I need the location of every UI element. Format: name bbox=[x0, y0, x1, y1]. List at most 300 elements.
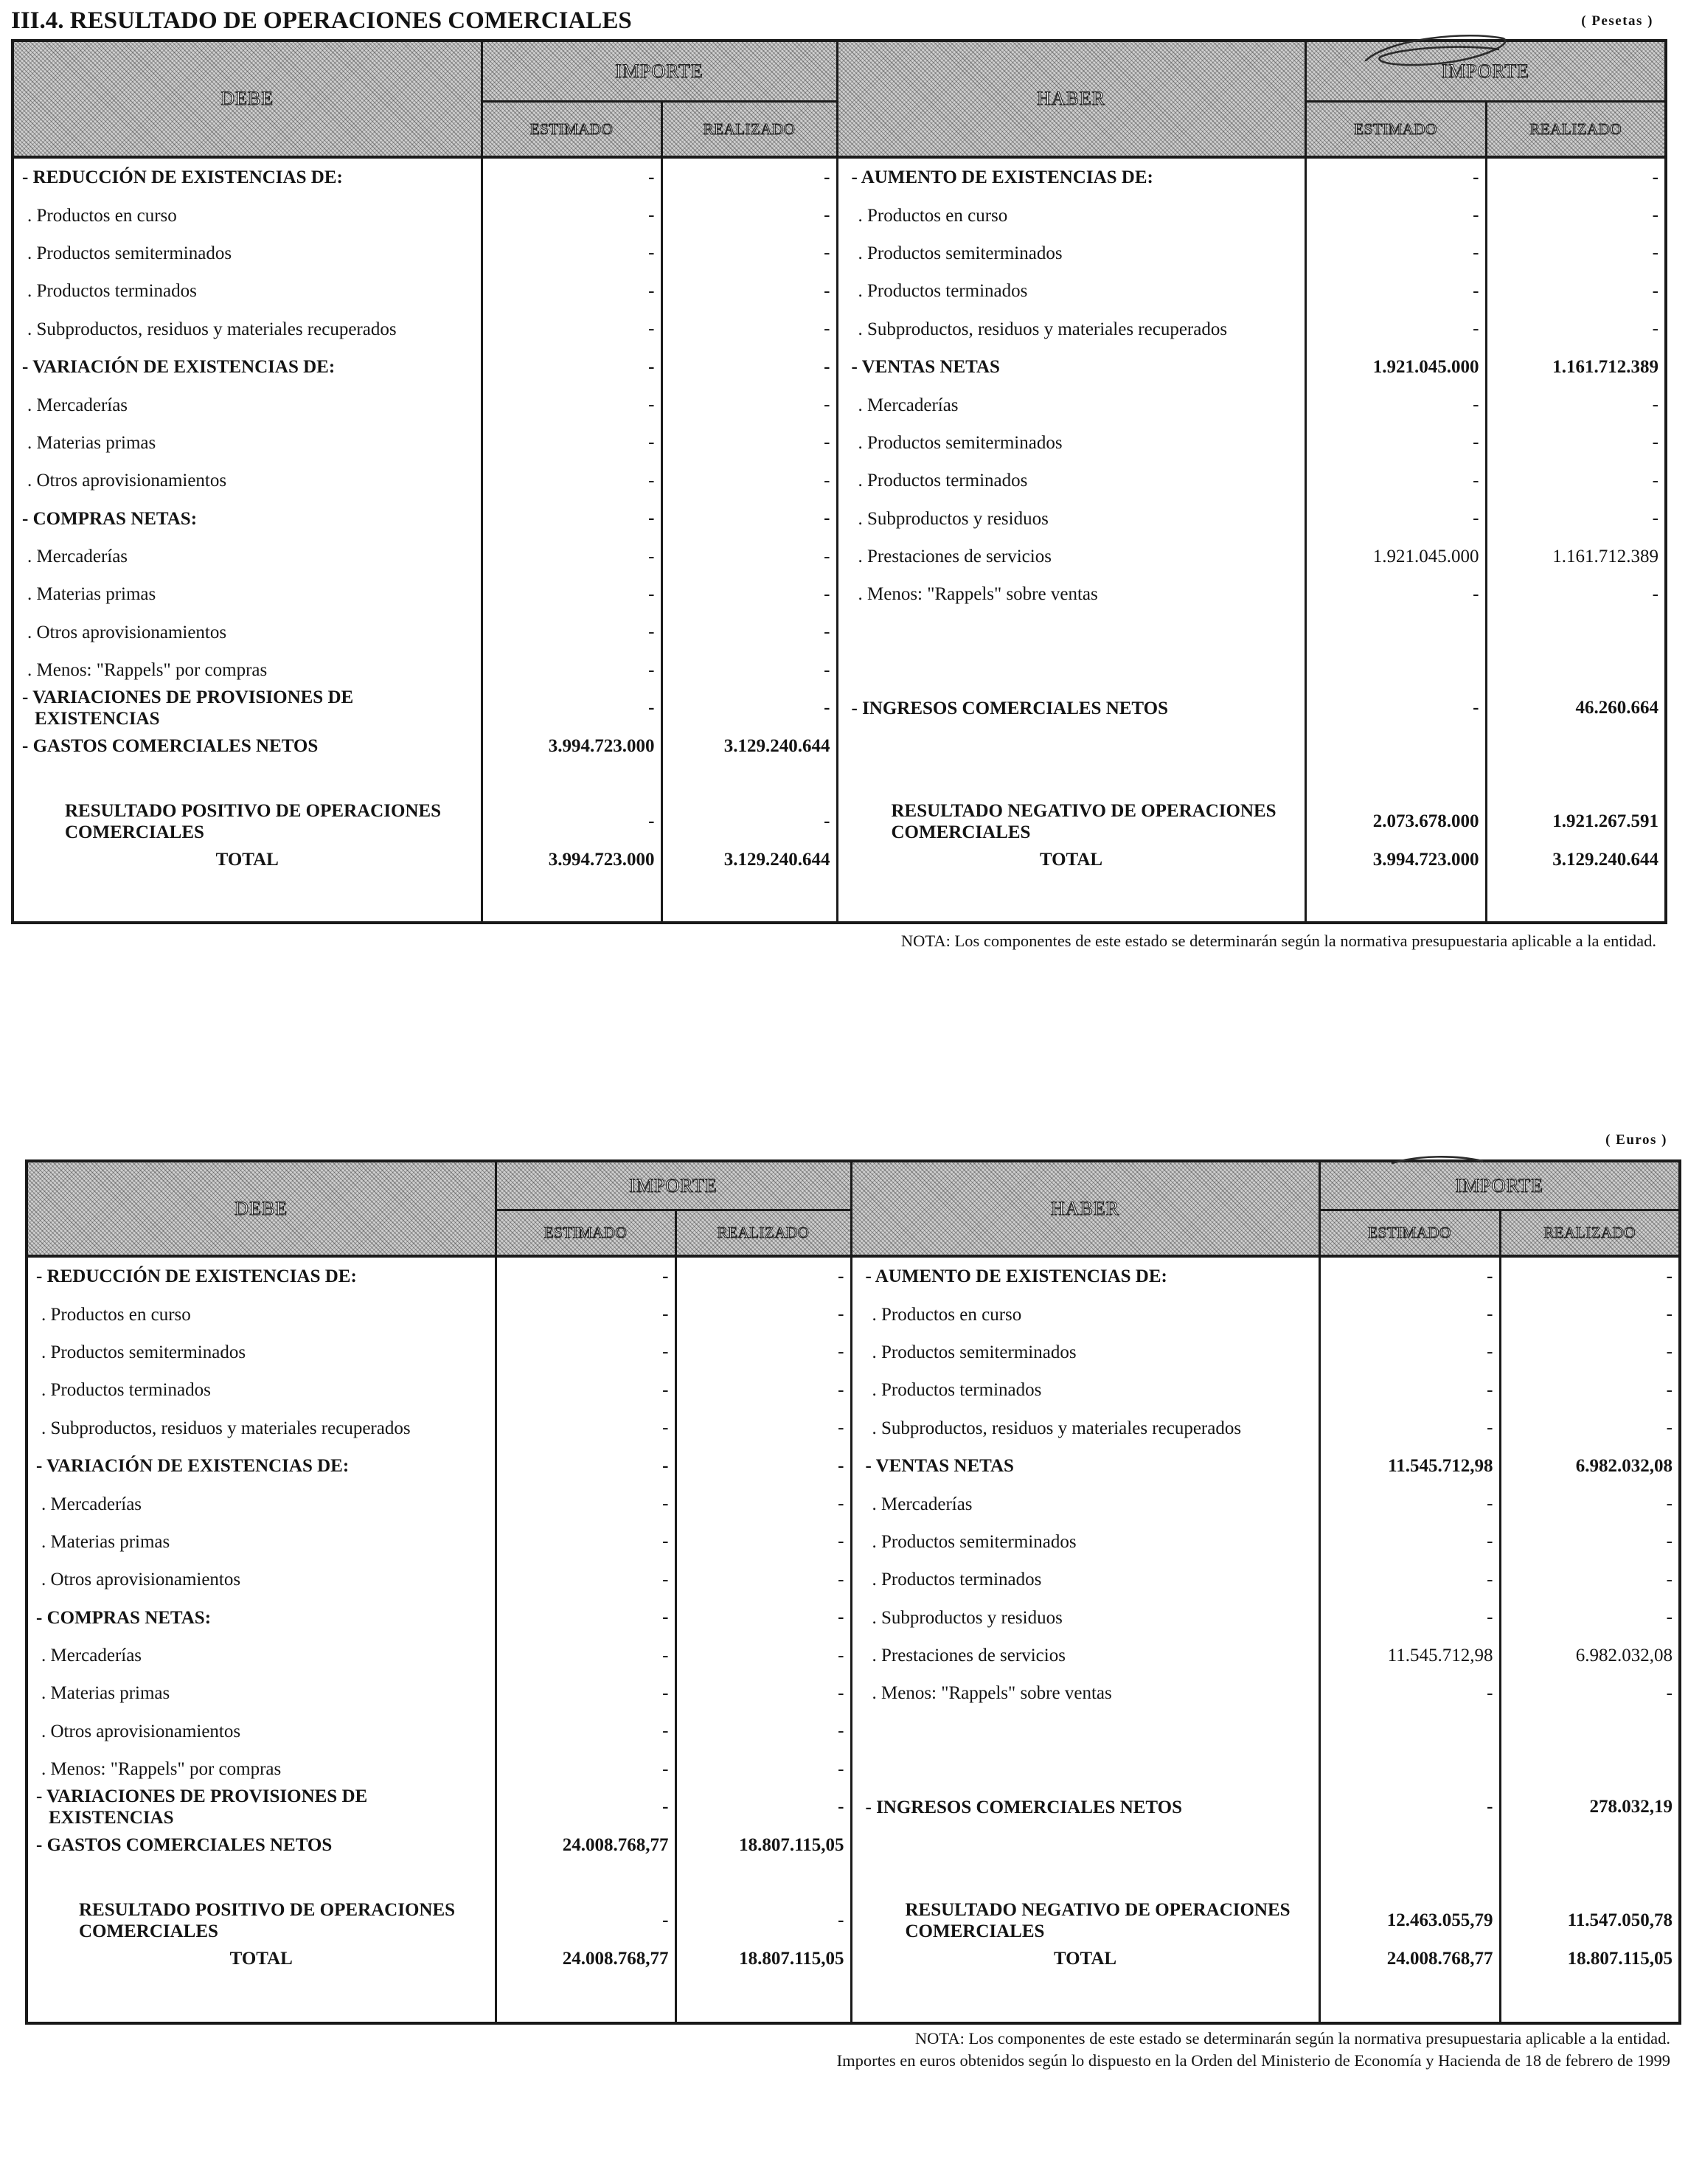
debe-concept-label: TOTAL bbox=[229, 1949, 293, 1969]
haber-concept-label: . Subproductos y residuos bbox=[858, 508, 1049, 529]
haber-estimado-value bbox=[1319, 1713, 1500, 1750]
debe-estimado-value: - bbox=[482, 651, 661, 689]
debe-estimado-value: - bbox=[482, 196, 661, 234]
haber-realizado-value: - bbox=[1486, 272, 1666, 310]
haber-realizado-value: - bbox=[1500, 1295, 1680, 1333]
debe-concept-cell bbox=[13, 803, 482, 841]
debe-concept-cell bbox=[13, 196, 482, 234]
debe-realizado-value: - bbox=[675, 1561, 851, 1598]
debe-realizado-value: - bbox=[675, 1788, 851, 1826]
debe-concept-cell bbox=[27, 1674, 496, 1712]
debe-concept-cell bbox=[27, 1561, 496, 1598]
debe-header: DEBE bbox=[13, 41, 482, 157]
debe-realizado-value: - bbox=[661, 157, 837, 196]
debe-concept-label: . Otros aprovisionamientos bbox=[41, 1721, 241, 1741]
empty-cell bbox=[675, 1977, 851, 2023]
realizado-header-debe: REALIZADO bbox=[661, 102, 837, 158]
empty-cell bbox=[1319, 1977, 1500, 2023]
haber-concept-label: - INGRESOS COMERCIALES NETOS bbox=[865, 1797, 1183, 1817]
empty-row bbox=[13, 878, 1666, 923]
debe-concept-cell bbox=[13, 424, 482, 462]
debe-estimado-value: - bbox=[496, 1713, 675, 1750]
haber-concept-label: . Productos terminados bbox=[858, 471, 1028, 491]
haber-concept-cell bbox=[851, 1750, 1319, 1788]
debe-estimado-value: - bbox=[496, 1371, 675, 1409]
debe-estimado-value: - bbox=[482, 235, 661, 272]
haber-concept-cell bbox=[837, 386, 1305, 423]
table-row bbox=[27, 1410, 1680, 1447]
debe-concept-label: - COMPRAS NETAS: bbox=[36, 1607, 212, 1628]
table-row bbox=[27, 1902, 1680, 1940]
debe-estimado-value: - bbox=[496, 1256, 675, 1295]
debe-realizado-value: - bbox=[661, 196, 837, 234]
debe-concept-label: . Subproductos, residuos y materiales recuperados bbox=[41, 1418, 411, 1438]
haber-estimado-value: - bbox=[1305, 311, 1486, 348]
debe-concept-cell bbox=[27, 1750, 496, 1788]
table-row bbox=[13, 424, 1666, 462]
haber-concept-cell bbox=[837, 235, 1305, 272]
debe-estimado-value: - bbox=[496, 1410, 675, 1447]
debe-realizado-value: - bbox=[661, 803, 837, 841]
haber-concept-label: RESULTADO NEGATIVO DE OPERACIONES COMERCIALES bbox=[891, 801, 1276, 843]
debe-concept-cell bbox=[27, 1295, 496, 1333]
haber-concept-cell bbox=[837, 196, 1305, 234]
table-row bbox=[27, 1599, 1680, 1637]
debe-concept-label: . Productos en curso bbox=[27, 205, 177, 226]
table-note-pesetas bbox=[901, 930, 1656, 952]
haber-concept-label: . Productos semiterminados bbox=[858, 432, 1063, 453]
debe-estimado-value: 3.994.723.000 bbox=[482, 727, 661, 765]
table-row bbox=[13, 575, 1666, 613]
haber-estimado-value: - bbox=[1319, 1485, 1500, 1522]
table-row bbox=[13, 727, 1666, 765]
debe-concept-cell bbox=[27, 1485, 496, 1522]
table-row bbox=[13, 538, 1666, 575]
haber-realizado-value: 278.032,19 bbox=[1500, 1788, 1680, 1826]
debe-concept-cell bbox=[27, 1713, 496, 1750]
haber-concept-label: TOTAL bbox=[1039, 850, 1103, 870]
debe-estimado-value: - bbox=[482, 538, 661, 575]
table-row bbox=[13, 348, 1666, 386]
haber-estimado-value bbox=[1305, 651, 1486, 689]
haber-realizado-value: 1.161.712.389 bbox=[1486, 538, 1666, 575]
debe-realizado-value: - bbox=[661, 500, 837, 538]
debe-realizado-value: - bbox=[675, 1523, 851, 1561]
haber-concept-label: - AUMENTO DE EXISTENCIAS DE: bbox=[865, 1266, 1167, 1287]
haber-realizado-value: - bbox=[1486, 500, 1666, 538]
haber-estimado-value: - bbox=[1305, 462, 1486, 499]
table-row bbox=[13, 235, 1666, 272]
haber-concept-label: TOTAL bbox=[1053, 1949, 1117, 1969]
debe-concept-label: . Productos terminados bbox=[41, 1380, 211, 1401]
haber-realizado-value: - bbox=[1500, 1599, 1680, 1637]
table-row bbox=[27, 1826, 1680, 1864]
empty-cell bbox=[13, 878, 482, 923]
haber-estimado-value bbox=[1319, 1826, 1500, 1864]
haber-concept-cell bbox=[851, 1410, 1319, 1447]
haber-concept-label: . Menos: "Rappels" sobre ventas bbox=[872, 1683, 1112, 1704]
debe-estimado-value: - bbox=[482, 386, 661, 423]
haber-concept-label: . Productos terminados bbox=[872, 1570, 1042, 1590]
debe-concept-label: . Productos semiterminados bbox=[27, 243, 232, 263]
debe-concept-label: - GASTOS COMERCIALES NETOS bbox=[36, 1835, 333, 1856]
empty-cell bbox=[1305, 878, 1486, 923]
debe-estimado-value: - bbox=[496, 1637, 675, 1674]
debe-concept-label: . Materias primas bbox=[27, 432, 156, 453]
debe-concept-cell bbox=[13, 651, 482, 689]
debe-concept-label: - VARIACIÓN DE EXISTENCIAS DE: bbox=[36, 1456, 350, 1477]
importe-header-haber: IMPORTE bbox=[1319, 1161, 1680, 1210]
debe-estimado-value: 24.008.768,77 bbox=[496, 1826, 675, 1864]
haber-estimado-value: - bbox=[1305, 157, 1486, 196]
empty-cell bbox=[1486, 765, 1666, 802]
haber-estimado-value: 1.921.045.000 bbox=[1305, 538, 1486, 575]
debe-concept-cell bbox=[27, 1826, 496, 1864]
debe-concept-cell bbox=[27, 1410, 496, 1447]
debe-concept-label: - REDUCCIÓN DE EXISTENCIAS DE: bbox=[36, 1266, 357, 1287]
debe-concept-cell bbox=[13, 235, 482, 272]
haber-estimado-value: - bbox=[1319, 1788, 1500, 1826]
haber-estimado-value: - bbox=[1305, 196, 1486, 234]
haber-realizado-value: 18.807.115,05 bbox=[1500, 1940, 1680, 1977]
debe-realizado-value: 18.807.115,05 bbox=[675, 1940, 851, 1977]
debe-concept-cell bbox=[27, 1599, 496, 1637]
debe-estimado-value: - bbox=[496, 1902, 675, 1940]
haber-realizado-value: 6.982.032,08 bbox=[1500, 1637, 1680, 1674]
haber-concept-cell bbox=[837, 272, 1305, 310]
empty-cell bbox=[482, 765, 661, 802]
table-row bbox=[13, 462, 1666, 499]
debe-estimado-value: - bbox=[496, 1561, 675, 1598]
debe-concept-cell bbox=[13, 157, 482, 196]
haber-concept-cell bbox=[851, 1599, 1319, 1637]
table-row bbox=[13, 841, 1666, 878]
empty-cell bbox=[675, 1864, 851, 1902]
table-row bbox=[13, 311, 1666, 348]
haber-concept-label: . Productos terminados bbox=[858, 281, 1028, 302]
debe-realizado-value: - bbox=[675, 1674, 851, 1712]
debe-estimado-value: - bbox=[482, 348, 661, 386]
debe-concept-cell bbox=[13, 841, 482, 878]
haber-estimado-value bbox=[1319, 1750, 1500, 1788]
haber-concept-cell bbox=[851, 1295, 1319, 1333]
debe-concept-cell bbox=[13, 272, 482, 310]
debe-estimado-value: - bbox=[496, 1788, 675, 1826]
haber-concept-cell bbox=[851, 1940, 1319, 1977]
haber-realizado-value: - bbox=[1500, 1561, 1680, 1598]
debe-concept-cell bbox=[27, 1523, 496, 1561]
empty-cell bbox=[496, 1977, 675, 2023]
currency-unit-label-euros: ( Euros ) bbox=[1605, 1132, 1667, 1148]
debe-realizado-value: - bbox=[675, 1410, 851, 1447]
debe-realizado-value: - bbox=[661, 614, 837, 651]
debe-concept-label: . Productos en curso bbox=[41, 1304, 191, 1325]
haber-header: HABER bbox=[851, 1161, 1319, 1256]
haber-realizado-value: - bbox=[1486, 311, 1666, 348]
debe-realizado-value: - bbox=[661, 689, 837, 727]
debe-realizado-value: - bbox=[661, 348, 837, 386]
empty-cell bbox=[851, 1977, 1319, 2023]
haber-concept-label: - AUMENTO DE EXISTENCIAS DE: bbox=[851, 167, 1153, 188]
haber-estimado-value: - bbox=[1305, 235, 1486, 272]
haber-estimado-value: - bbox=[1319, 1371, 1500, 1409]
importe-header-haber: IMPORTE bbox=[1305, 41, 1666, 102]
haber-concept-label: RESULTADO NEGATIVO DE OPERACIONES COMERCIALES bbox=[905, 1900, 1291, 1942]
haber-realizado-value bbox=[1500, 1826, 1680, 1864]
haber-concept-cell bbox=[837, 538, 1305, 575]
haber-estimado-value: 2.073.678.000 bbox=[1305, 803, 1486, 841]
table-row bbox=[27, 1561, 1680, 1598]
empty-row bbox=[27, 1977, 1680, 2023]
debe-concept-cell bbox=[13, 538, 482, 575]
empty-cell bbox=[496, 1864, 675, 1902]
debe-concept-cell bbox=[13, 614, 482, 651]
debe-concept-cell bbox=[27, 1256, 496, 1295]
debe-realizado-value: - bbox=[661, 538, 837, 575]
table-row bbox=[13, 803, 1666, 841]
empty-cell bbox=[1305, 765, 1486, 802]
debe-realizado-value: - bbox=[661, 462, 837, 499]
haber-realizado-value: - bbox=[1500, 1674, 1680, 1712]
note-line: NOTA: Los componentes de este estado se determinarán según la normativa presupuestaria aplicable a la entidad. bbox=[900, 932, 1656, 950]
table-row bbox=[27, 1485, 1680, 1522]
haber-concept-label: . Productos en curso bbox=[858, 205, 1008, 226]
haber-concept-cell bbox=[851, 1561, 1319, 1598]
debe-concept-label: - REDUCCIÓN DE EXISTENCIAS DE: bbox=[22, 167, 343, 188]
haber-realizado-value: - bbox=[1486, 462, 1666, 499]
haber-estimado-value: - bbox=[1319, 1334, 1500, 1371]
table-row bbox=[13, 386, 1666, 423]
debe-concept-label: . Mercaderías bbox=[41, 1646, 142, 1666]
haber-estimado-value: - bbox=[1305, 500, 1486, 538]
debe-estimado-value: - bbox=[482, 614, 661, 651]
debe-realizado-value: - bbox=[661, 424, 837, 462]
empty-row bbox=[27, 1864, 1680, 1902]
haber-realizado-value: 1.161.712.389 bbox=[1486, 348, 1666, 386]
haber-concept-cell bbox=[851, 1371, 1319, 1409]
realizado-header-debe: REALIZADO bbox=[675, 1210, 851, 1257]
haber-realizado-value: - bbox=[1486, 386, 1666, 423]
importe-header-debe: IMPORTE bbox=[482, 41, 837, 102]
table-row bbox=[13, 196, 1666, 234]
debe-estimado-value: - bbox=[482, 575, 661, 613]
haber-concept-cell bbox=[851, 1256, 1319, 1295]
debe-concept-label: - COMPRAS NETAS: bbox=[22, 508, 198, 529]
haber-concept-cell bbox=[837, 157, 1305, 196]
currency-unit-label-pesetas: ( Pesetas ) bbox=[1581, 13, 1653, 29]
debe-concept-cell bbox=[27, 1902, 496, 1940]
debe-estimado-value: - bbox=[482, 462, 661, 499]
table-body bbox=[27, 1256, 1680, 2023]
haber-concept-cell bbox=[837, 575, 1305, 613]
haber-estimado-value: 1.921.045.000 bbox=[1305, 348, 1486, 386]
empty-cell bbox=[661, 878, 837, 923]
debe-estimado-value: - bbox=[482, 157, 661, 196]
haber-realizado-value bbox=[1486, 727, 1666, 765]
haber-concept-label: . Subproductos, residuos y materiales recuperados bbox=[872, 1418, 1242, 1438]
haber-concept-cell bbox=[851, 1902, 1319, 1940]
debe-estimado-value: - bbox=[482, 272, 661, 310]
debe-realizado-value: - bbox=[675, 1371, 851, 1409]
table-row bbox=[13, 689, 1666, 727]
haber-realizado-value: - bbox=[1500, 1334, 1680, 1371]
estimado-header-haber: ESTIMADO bbox=[1319, 1210, 1500, 1257]
table-row bbox=[13, 500, 1666, 538]
debe-concept-cell bbox=[13, 500, 482, 538]
debe-realizado-value: - bbox=[661, 575, 837, 613]
table-row bbox=[27, 1334, 1680, 1371]
haber-concept-label: . Productos semiterminados bbox=[872, 1531, 1077, 1552]
table-row bbox=[27, 1750, 1680, 1788]
debe-header: DEBE bbox=[27, 1161, 496, 1256]
debe-estimado-value: - bbox=[496, 1674, 675, 1712]
debe-concept-label: . Productos terminados bbox=[27, 281, 197, 302]
haber-concept-cell bbox=[851, 1523, 1319, 1561]
haber-realizado-value: - bbox=[1500, 1256, 1680, 1295]
haber-estimado-value: - bbox=[1319, 1410, 1500, 1447]
debe-realizado-value: 3.129.240.644 bbox=[661, 841, 837, 878]
debe-realizado-value: - bbox=[675, 1750, 851, 1788]
haber-header: HABER bbox=[837, 41, 1305, 157]
haber-realizado-value: - bbox=[1500, 1410, 1680, 1447]
debe-concept-label: . Mercaderías bbox=[27, 395, 128, 415]
empty-cell bbox=[1500, 1864, 1680, 1902]
estimado-header-haber: ESTIMADO bbox=[1305, 102, 1486, 158]
haber-estimado-value: - bbox=[1319, 1256, 1500, 1295]
debe-concept-label: . Mercaderías bbox=[27, 547, 128, 567]
haber-concept-label: . Productos en curso bbox=[872, 1304, 1022, 1325]
haber-concept-cell bbox=[837, 841, 1305, 878]
debe-concept-cell bbox=[27, 1447, 496, 1485]
haber-concept-label: . Subproductos y residuos bbox=[872, 1607, 1063, 1628]
debe-realizado-value: 3.129.240.644 bbox=[661, 727, 837, 765]
haber-estimado-value: - bbox=[1319, 1674, 1500, 1712]
haber-realizado-value bbox=[1486, 651, 1666, 689]
table-row bbox=[13, 272, 1666, 310]
debe-concept-label: . Materias primas bbox=[41, 1531, 170, 1552]
haber-realizado-value: 3.129.240.644 bbox=[1486, 841, 1666, 878]
haber-concept-label: . Mercaderías bbox=[858, 395, 959, 415]
estimado-header-debe: ESTIMADO bbox=[496, 1210, 675, 1257]
debe-concept-cell bbox=[13, 462, 482, 499]
table-row bbox=[13, 614, 1666, 651]
debe-concept-cell bbox=[27, 1334, 496, 1371]
haber-concept-label: . Prestaciones de servicios bbox=[858, 547, 1052, 567]
debe-estimado-value: - bbox=[482, 424, 661, 462]
debe-estimado-value: - bbox=[496, 1599, 675, 1637]
haber-concept-cell bbox=[837, 311, 1305, 348]
table-row bbox=[27, 1788, 1680, 1826]
empty-cell bbox=[13, 765, 482, 802]
debe-estimado-value: - bbox=[496, 1523, 675, 1561]
debe-concept-label: . Mercaderías bbox=[41, 1494, 142, 1514]
debe-concept-cell bbox=[13, 575, 482, 613]
debe-estimado-value: - bbox=[482, 500, 661, 538]
table-row bbox=[27, 1295, 1680, 1333]
haber-realizado-value bbox=[1500, 1713, 1680, 1750]
debe-concept-label: - VARIACIONES DE PROVISIONES DE EXISTENCIAS bbox=[22, 687, 354, 729]
haber-estimado-value: - bbox=[1319, 1523, 1500, 1561]
haber-concept-cell bbox=[851, 1788, 1319, 1826]
debe-concept-cell bbox=[27, 1371, 496, 1409]
haber-concept-cell bbox=[851, 1713, 1319, 1750]
haber-concept-cell bbox=[851, 1447, 1319, 1485]
debe-estimado-value: - bbox=[496, 1485, 675, 1522]
haber-concept-cell bbox=[837, 348, 1305, 386]
haber-estimado-value: - bbox=[1305, 424, 1486, 462]
debe-estimado-value: 24.008.768,77 bbox=[496, 1940, 675, 1977]
debe-realizado-value: - bbox=[675, 1902, 851, 1940]
table-row bbox=[27, 1523, 1680, 1561]
debe-concept-cell bbox=[13, 311, 482, 348]
debe-concept-label: . Materias primas bbox=[27, 584, 156, 605]
haber-concept-cell bbox=[837, 803, 1305, 841]
debe-realizado-value: - bbox=[675, 1295, 851, 1333]
table-note-euros bbox=[837, 2028, 1670, 2072]
results-table-pesetas bbox=[11, 39, 1667, 924]
haber-concept-label: . Productos terminados bbox=[872, 1380, 1042, 1401]
debe-realizado-value: - bbox=[661, 235, 837, 272]
haber-concept-cell bbox=[851, 1826, 1319, 1864]
table-row bbox=[13, 157, 1666, 196]
debe-concept-label: . Otros aprovisionamientos bbox=[27, 622, 227, 642]
debe-realizado-value: - bbox=[661, 311, 837, 348]
debe-estimado-value: - bbox=[482, 689, 661, 727]
debe-estimado-value: - bbox=[482, 803, 661, 841]
haber-realizado-value: - bbox=[1486, 196, 1666, 234]
note-line: NOTA: Los componentes de este estado se determinarán según la normativa presupuestaria aplicable a la entidad. bbox=[914, 2029, 1670, 2048]
estimado-header-debe: ESTIMADO bbox=[482, 102, 661, 158]
empty-cell bbox=[837, 765, 1305, 802]
note-line: Importes en euros obtenidos según lo dispuesto en la Orden del Ministerio de Economía y Hacienda de 18 de febrero de 1999 bbox=[836, 2051, 1670, 2070]
table-row bbox=[27, 1674, 1680, 1712]
haber-realizado-value: - bbox=[1500, 1371, 1680, 1409]
haber-concept-label: - VENTAS NETAS bbox=[865, 1456, 1014, 1477]
debe-concept-cell bbox=[13, 348, 482, 386]
debe-concept-label: . Productos semiterminados bbox=[41, 1342, 246, 1362]
haber-estimado-value bbox=[1305, 727, 1486, 765]
debe-realizado-value: - bbox=[675, 1485, 851, 1522]
haber-estimado-value: 11.545.712,98 bbox=[1319, 1447, 1500, 1485]
debe-concept-label: . Menos: "Rappels" por compras bbox=[27, 660, 268, 681]
haber-estimado-value: - bbox=[1319, 1599, 1500, 1637]
haber-estimado-value: - bbox=[1305, 575, 1486, 613]
page-title: III.4. RESULTADO DE OPERACIONES COMERCIALES bbox=[11, 7, 632, 34]
haber-estimado-value: - bbox=[1305, 386, 1486, 423]
debe-estimado-value: - bbox=[496, 1750, 675, 1788]
realizado-header-haber: REALIZADO bbox=[1500, 1210, 1680, 1257]
haber-realizado-value: 46.260.664 bbox=[1486, 689, 1666, 727]
debe-concept-label: . Otros aprovisionamientos bbox=[27, 471, 227, 491]
haber-concept-cell bbox=[837, 727, 1305, 765]
haber-estimado-value: - bbox=[1305, 689, 1486, 727]
haber-realizado-value bbox=[1500, 1750, 1680, 1788]
debe-concept-label: . Materias primas bbox=[41, 1683, 170, 1704]
haber-estimado-value: - bbox=[1305, 272, 1486, 310]
table-row bbox=[27, 1713, 1680, 1750]
haber-realizado-value: - bbox=[1486, 157, 1666, 196]
debe-estimado-value: - bbox=[496, 1447, 675, 1485]
table-header bbox=[27, 1161, 1680, 1256]
table-row bbox=[27, 1371, 1680, 1409]
haber-concept-label: . Menos: "Rappels" sobre ventas bbox=[858, 584, 1098, 605]
debe-concept-label: - VARIACIONES DE PROVISIONES DE EXISTENCIAS bbox=[36, 1786, 368, 1828]
haber-concept-cell bbox=[851, 1674, 1319, 1712]
table-row bbox=[27, 1256, 1680, 1295]
debe-concept-label: TOTAL bbox=[215, 850, 279, 870]
empty-row bbox=[13, 765, 1666, 802]
results-table-euros bbox=[25, 1159, 1681, 2025]
